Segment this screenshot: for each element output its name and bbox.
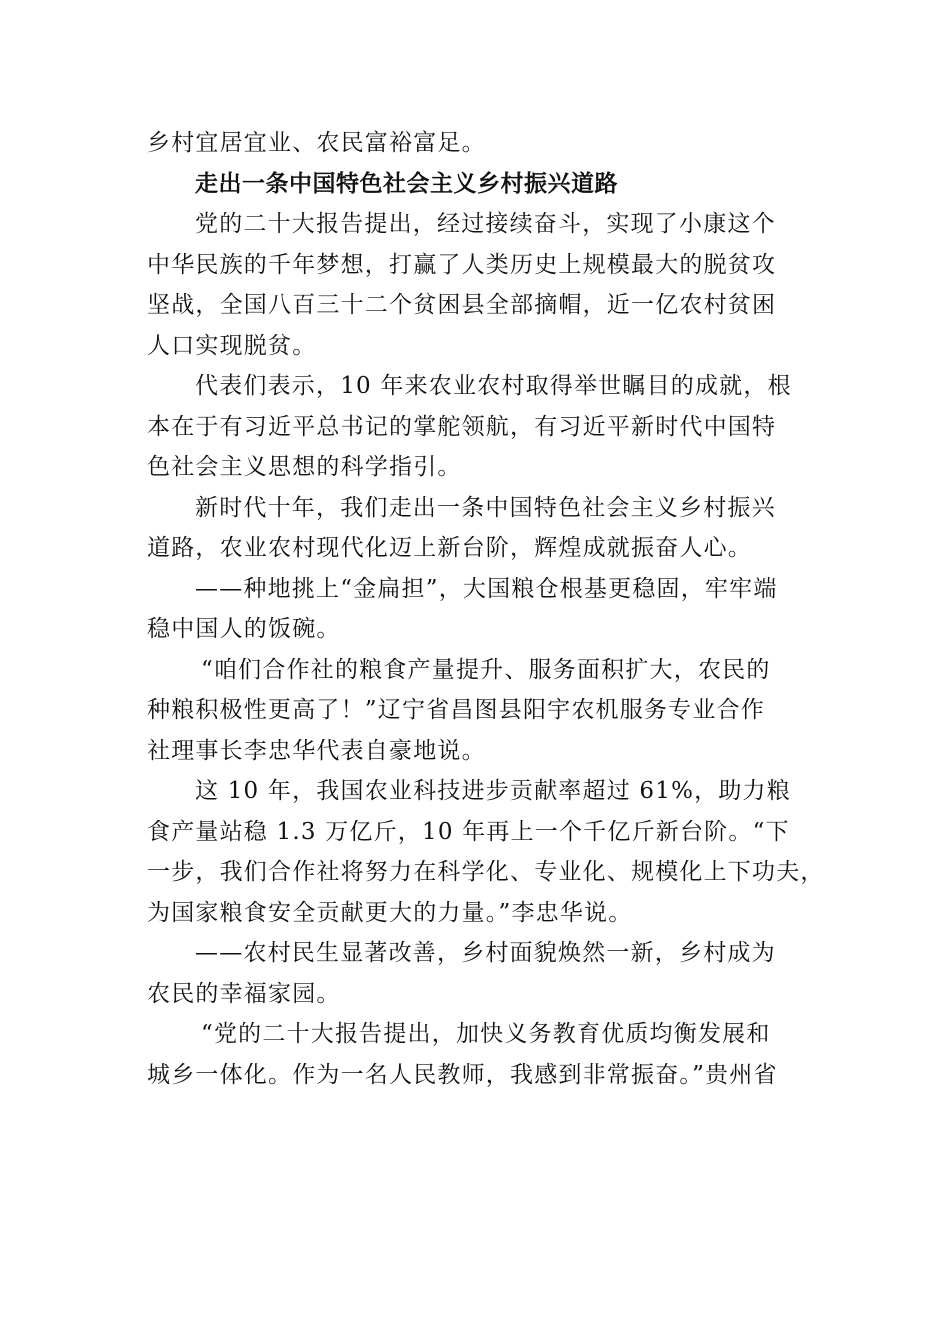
text-line: 一步，我们合作社将努力在科学化、专业化、规模化上下功夫， <box>147 859 825 885</box>
text-line: 道路，农业农村现代化迈上新台阶，辉煌成就振奋人心。 <box>147 535 752 561</box>
paragraph-first-line: ——农村民生显著改善，乡村面貌焕然一新，乡村成为 <box>195 940 776 966</box>
text-line: 食产量站稳 1.3 万亿斤，10 年再上一个千亿斤新台阶。“下 <box>147 818 790 845</box>
quote-first-line: “咱们合作社的粮食产量提升、服务面积扩大，农民的 <box>201 656 771 683</box>
text-line: 为国家粮食安全贡献更大的力量。”李忠华说。 <box>147 899 633 926</box>
paragraph-first-line: 新时代十年，我们走出一条中国特色社会主义乡村振兴 <box>195 494 776 521</box>
text-line: 色社会主义思想的科学指引。 <box>147 454 462 480</box>
text-line: 人口实现脱贫。 <box>147 332 317 359</box>
text-line: 稳中国人的饭碗。 <box>147 616 341 642</box>
text-line: 社理事长李忠华代表自豪地说。 <box>147 737 486 764</box>
text-line: 坚战，全国八百三十二个贫困县全部摘帽，近一亿农村贫困 <box>147 292 777 318</box>
paragraph-first-line: 这 10 年，我国农业科技进步贡献率超过 61%，助力粮 <box>195 778 791 804</box>
text-line: 农民的幸福家园。 <box>147 980 341 1007</box>
text-line: 中华民族的千年梦想，打赢了人类历史上规模最大的脱贫攻 <box>147 251 777 278</box>
paragraph-first-line: 党的二十大报告提出，经过接续奋斗，实现了小康这个 <box>195 211 776 237</box>
text-line: 本在于有习近平总书记的掌舵领航，有习近平新时代中国特 <box>147 413 777 440</box>
paragraph-first-line: ——种地挑上“金扁担”，大国粮仓根基更稳固，牢牢端 <box>195 575 778 602</box>
text-line: 乡村宜居宜业、农民富裕富足。 <box>147 130 486 156</box>
text-line: 种粮积极性更高了！”辽宁省昌图县阳宇农机服务专业合作 <box>147 697 765 723</box>
section-heading: 走出一条中国特色社会主义乡村振兴道路 <box>195 170 618 197</box>
document-body <box>147 123 825 1095</box>
paragraph-first-line: 代表们表示，10 年来农业农村取得举世瞩目的成就，根 <box>195 373 792 399</box>
text-line: 城乡一体化。作为一名人民教师，我感到非常振奋。”贵州省 <box>147 1061 778 1088</box>
quote-first-line: “党的二十大报告提出，加快义务教育优质均衡发展和 <box>201 1021 771 1047</box>
